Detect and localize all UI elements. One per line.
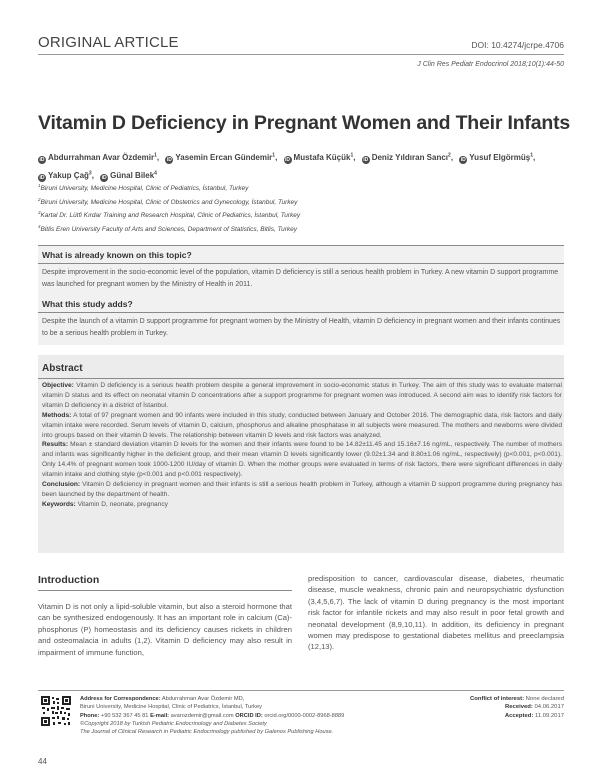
orcid-icon[interactable]: iD	[460, 156, 466, 163]
header-divider	[38, 54, 564, 55]
abstract-heading: Abstract	[42, 363, 83, 374]
affiliation: $^4$Bitlis Eren University Faculty of Arts and Sciences, Department of Statistics, Bitlis, Turkey	[38, 223, 297, 234]
orcid-icon[interactable]: iD	[285, 156, 291, 163]
footer-divider	[38, 690, 564, 691]
article-title: Vitamin D Deficiency in Pregnant Women and Their Infants	[38, 112, 571, 134]
abstract-objective: Objective: Vitamin D deficiency is a serious health problem despite a general improvement in socio-economic status in Turkey. The aim of this study was to evaluate maternal vitamin D status and its effect on neonatal vitamin D concentrations after a support programme for pregnant women was introduced. A second aim was to identify risk factors for vitamin D deficiency in a district of İstanbul.	[42, 382, 562, 409]
abstract-body	[42, 381, 562, 510]
orcid-icon[interactable]: iD	[363, 156, 369, 163]
section-label: ORIGINAL ARTICLE	[38, 34, 179, 51]
qr-code-icon[interactable]	[40, 695, 72, 727]
doi[interactable]: DOI: 10.4274/jcrpe.4706	[471, 40, 564, 50]
known-heading: What is already known on this topic?	[42, 250, 192, 260]
orcid-icon[interactable]: iD	[166, 156, 172, 163]
author[interactable]: iD Günal Bilek$^4$	[101, 170, 157, 182]
article-dates: Conflict of interest: None declared Received: 04.06.2017 Accepted: 11.09.2017	[470, 696, 564, 719]
page-number: 44	[38, 757, 47, 766]
abstract-results: Results: Mean ± standard deviation vitamin D levels for the women and their infants were found to be 14.82±11.45 and 15.16±7.16 ng/mL, respectively. The number of mothers and infants was significantly higher in the deficient group, and their mean vitamin D levels significantly lower (9.02±1.34 and 8.80±1.06 ng/mL, respectively) (p<0.001, p<0.001). Only 14.4% of pregnant women took 1000-1200 IU/day of vitamin D. When the mother groups were evaluated in terms of risk factors, there were significant differences in daily vitamin intake and clothing style (p<0.001 and p<0.001 respectively).	[42, 441, 562, 479]
correspondence-info: Address for Correspondence: Abdurrahman Avar Özdemir MD, Biruni University, Medicine Hospital, Clinic of Pediatrics, İstanbul, Turkey Phone: +90 532 367 45 81 E-mail: avarozdemir@gmail.com ORCID ID: orcid.org/0000-0002-8968-8889 ©Copyright 2018 by Turkish Pediatric Endocrinology and Diabetes Society The Journal of Clinical Research in Pediatric Endocrinology published by Galenos Publishing House.	[80, 696, 345, 736]
adds-heading: What this study adds?	[42, 299, 133, 309]
author[interactable]: iD Yusuf Elgörmüş$^1$,	[460, 152, 536, 163]
author-list	[38, 147, 564, 184]
author[interactable]: iD Abdurrahman Avar Özdemir$^1$,	[39, 152, 160, 163]
divider	[38, 590, 292, 591]
adds-text: Despite the launch of a vitamin D support programme for pregnant women by the Ministry of Health, vitamin D deficiency in pregnant women and their infants continues to be a serious health problem in Turkey.	[42, 318, 561, 337]
affiliation: $^3$Kartal Dr. Lütfi Kırdar Training and Research Hospital, Clinic of Pediatrics, İstanbul, Turkey	[38, 210, 301, 220]
abstract-box	[38, 355, 564, 553]
abstract-conclusion: Conclusion: Vitamin D deficiency in pregnant women and their infants is still a serious health problem in Turkey, although a vitamin D support programme during pregnancy has been launched by the department of health.	[42, 481, 562, 498]
divider	[38, 263, 564, 264]
divider	[38, 378, 564, 379]
author[interactable]: iD Deniz Yıldıran Sancı$^2$,	[363, 152, 454, 163]
journal-citation: J Clin Res Pediatr Endocrinol 2018;10(1):44-50	[417, 61, 564, 68]
orcid-link[interactable]: orcid.org/0000-0002-8968-8889	[264, 712, 345, 719]
abstract-keywords: Keywords: Vitamin D, neonate, pregnancy	[42, 500, 168, 508]
introduction-column-2: predisposition to cancer, cardiovascular disease, diabetes, rheumatic disease, muscle weakness, chronic pain and neuropsychiatric dysfunction (3,4,5,6,7). The lack of vitamin D during pregnancy is the most important risk factor for infantile rickets and may also result in poor fetal growth and neonatal development (8,9,10,11). In addition, its deficiency in pregnant women may predispose to gestational diabetes mellitus and preeclampsia (12,13).	[308, 574, 564, 652]
known-text: Despite improvement in the socio-economic level of the population, vitamin D deficiency is still a serious health problem in Turkey. A new vitamin D support programme was launched for pregnant women by the Ministry of Health in 2011.	[42, 269, 559, 288]
author[interactable]: iD Yakup Çağ$^3$,	[39, 170, 94, 182]
orcid-icon[interactable]: iD	[39, 156, 45, 163]
author[interactable]: iD Mustafa Küçük$^1$,	[285, 152, 356, 163]
email-link[interactable]: avarozdemir@gmail.com	[170, 712, 234, 719]
abstract-methods: Methods: A total of 97 pregnant women and 90 infants were included in this study, conducted between January and October 2016. The demographic data, risk factors and daily vitamin intake were recorded. Serum levels of vitamin D, calcium, phosphorus and alkaline phosphatase in all subjects were measured. The mothers and newborns were divided into groups based on their vitamin D levels. The relationship between vitamin D levels and risk factors was analyzed.	[42, 411, 563, 439]
introduction-column-1: Vitamin D is not only a lipid-soluble vitamin, but also a steroid hormone that can be synthesized endogenously. It has an important role in calcium (Ca)-phosphorus (P) homeostasis and its deficiency causes rickets in children and osteomalacia in adults (1,2). Vitamin D deficiency may also result in impairment of immune function,	[38, 602, 292, 657]
affiliation: $^1$Biruni University, Medicine Hospital, Clinic of Pediatrics, İstanbul, Turkey	[38, 183, 249, 193]
key-points-box	[38, 245, 564, 345]
author[interactable]: iD Yasemin Ercan Gündemir$^1$,	[166, 152, 278, 163]
introduction-heading: Introduction	[38, 574, 100, 586]
affiliation: $^2$Biruni University, Medicine Hospital, Clinic of Obstetrics and Gynecology, İstanbul, Turkey	[38, 196, 298, 206]
divider	[38, 245, 564, 246]
affiliation-list	[38, 181, 564, 236]
orcid-icon[interactable]: iD	[39, 175, 45, 182]
divider	[38, 312, 564, 313]
orcid-icon[interactable]: iD	[101, 175, 107, 182]
